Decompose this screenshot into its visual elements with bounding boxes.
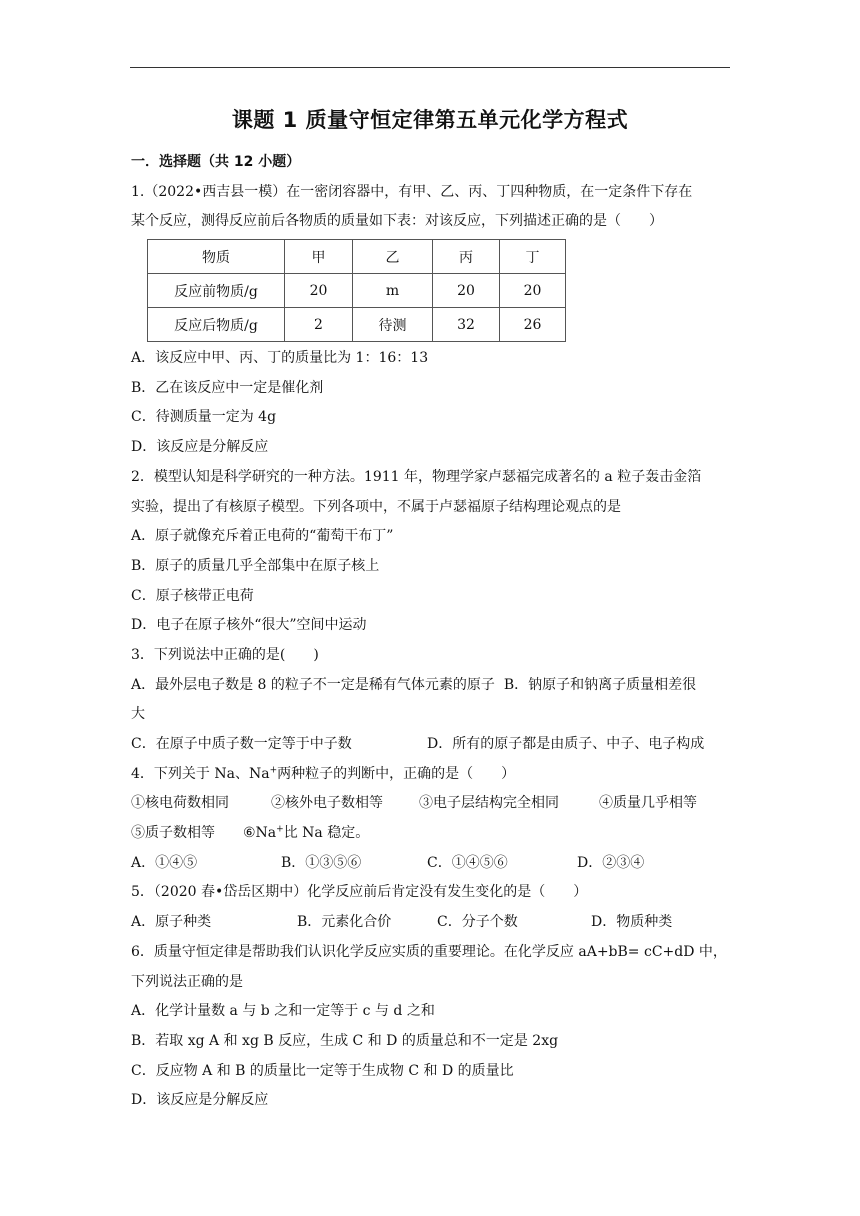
table-cell: 2 [285, 308, 353, 342]
question-4-item [243, 819, 369, 849]
document-body [131, 148, 731, 1116]
section-heading: 一．选择题（共 12 小题） [131, 154, 301, 170]
question-2-option-b: B．原子的质量几乎全部集中在原子核上 [131, 557, 380, 574]
superscript-plus: + [269, 765, 278, 776]
question-1-option-d: D．该反应是分解反应 [131, 439, 269, 456]
question-4-item6-pre: ⑥Na [243, 825, 277, 842]
question-4-item: ④质量几乎相等 [599, 795, 697, 812]
table-header-row [148, 240, 566, 274]
question-4-option-c: C．①④⑤⑥ [427, 854, 508, 871]
question-3-option-c: C．在原子中质子数一定等于中子数 [131, 736, 352, 752]
question-1-option-c: C．待测质量一定为 4g [131, 409, 277, 426]
table-row [148, 308, 566, 342]
question-4-stem-pre: 4．下列关于 Na、Na [131, 765, 270, 782]
question-6 [131, 938, 731, 1116]
question-5 [131, 878, 731, 937]
table-cell: 丙 [433, 240, 500, 274]
question-5-options [131, 908, 731, 938]
question-1-option-b: B．乙在该反应中一定是催化剂 [131, 379, 324, 396]
question-1-stem-line-2: 某个反应，测得反应前后各物质的质量如下表：对该反应，下列描述正确的是（ ） [131, 213, 663, 230]
question-4-item: ②核外电子数相等 [271, 795, 383, 812]
question-4-stem-post: 两种粒子的判断中，正确的是（ ） [277, 765, 516, 782]
question-2-option-d: D．电子在原子核外“很大”空间中运动 [131, 617, 367, 634]
question-4-item6-post: 比 Na 稳定。 [283, 825, 370, 842]
table-cell: 20 [500, 274, 566, 308]
question-4-stem [131, 760, 731, 790]
page-title: 课题 1 质量守恒定律第五单元化学方程式 [231, 108, 629, 132]
table-cell: 反应后物质/g [148, 308, 285, 342]
question-4-items-row-1 [131, 789, 731, 819]
question-6-stem-line-1: 6．质量守恒定律是帮助我们认识化学反应实质的重要理论。在化学反应 aA+bB= cC+dD 中， [131, 943, 727, 960]
question-1-stem-line-1: 1.（2022•西吉县一模）在一密闭容器中，有甲、乙、丙、丁四种物质，在一定条件下存在 [131, 183, 693, 200]
question-5-option-c: C．分子个数 [437, 914, 518, 931]
question-2-option-c: C．原子核带正电荷 [131, 587, 254, 604]
question-3-stem: 3．下列说法中正确的是( ) [131, 646, 319, 663]
question-1-table [147, 239, 566, 342]
question-4-option-a: A．①④⑤ [131, 854, 198, 871]
table-cell: 甲 [285, 240, 353, 274]
question-4-item: ③电子层结构完全相同 [419, 795, 559, 812]
table-cell: 20 [285, 274, 353, 308]
question-5-option-b: B．元素化合价 [297, 914, 392, 931]
question-3-options-ab: A．最外层电子数是 8 的粒子不一定是稀有气体元素的原子 B．钠原子和钠离子质量相差很 [131, 676, 697, 693]
question-6-option-a: A．化学计量数 a 与 b 之和一定等于 c 与 d 之和 [131, 1003, 435, 1020]
table-cell: m [353, 274, 433, 308]
table-cell: 丁 [500, 240, 566, 274]
question-4-option-b: B．①③⑤⑥ [281, 854, 362, 871]
question-1-option-a: A．该反应中甲、丙、丁的质量比为 1：16：13 [131, 350, 429, 367]
question-2 [131, 463, 731, 641]
table-cell: 物质 [148, 240, 285, 274]
question-6-option-c: C．反应物 A 和 B 的质量比一定等于生成物 C 和 D 的质量比 [131, 1062, 514, 1079]
question-3 [131, 641, 731, 760]
header-rule [130, 67, 730, 68]
question-5-stem: 5．（2020 春•岱岳区期中）化学反应前后肯定没有发生变化的是（ ） [131, 884, 588, 901]
question-4-options [131, 849, 731, 879]
question-3-options-cd [131, 730, 731, 760]
table-cell: 26 [500, 308, 566, 342]
question-2-stem-line-2: 实验，提出了有核原子模型。下列各项中，不属于卢瑟福原子结构理论观点的是 [131, 498, 621, 515]
question-5-option-d: D．物质种类 [591, 914, 673, 931]
question-5-option-a: A．原子种类 [131, 914, 212, 931]
superscript-plus: + [276, 824, 284, 835]
question-6-option-b: B．若取 xg A 和 xg B 反应，生成 C 和 D 的质量总和不一定是 2xg [131, 1032, 559, 1049]
table-cell: 待测 [353, 308, 433, 342]
table-row [148, 274, 566, 308]
question-4-items-row-2 [131, 819, 731, 849]
question-4-option-d: D．②③④ [577, 854, 645, 871]
table-cell: 20 [433, 274, 500, 308]
table-cell: 反应前物质/g [148, 274, 285, 308]
table-cell: 乙 [353, 240, 433, 274]
question-2-stem-line-1: 2．模型认知是科学研究的一种方法。1911 年，物理学家卢瑟福完成著名的 a 粒子轰击金箔 [131, 468, 702, 485]
question-3-option-d: D．所有的原子都是由质子、中子、电子构成 [427, 736, 705, 752]
question-4-item: ①核电荷数相同 [131, 795, 229, 812]
question-2-option-a: A．原子就像充斥着正电荷的“葡萄干布丁” [131, 528, 394, 545]
question-1 [131, 178, 731, 463]
question-4 [131, 760, 731, 879]
table-cell: 32 [433, 308, 500, 342]
question-6-stem-line-2: 下列说法正确的是 [131, 973, 243, 990]
question-4-item: ⑤质子数相等 [131, 825, 215, 842]
question-3-options-ab-cont: 大 [131, 706, 145, 723]
question-6-option-d: D．该反应是分解反应 [131, 1092, 269, 1109]
